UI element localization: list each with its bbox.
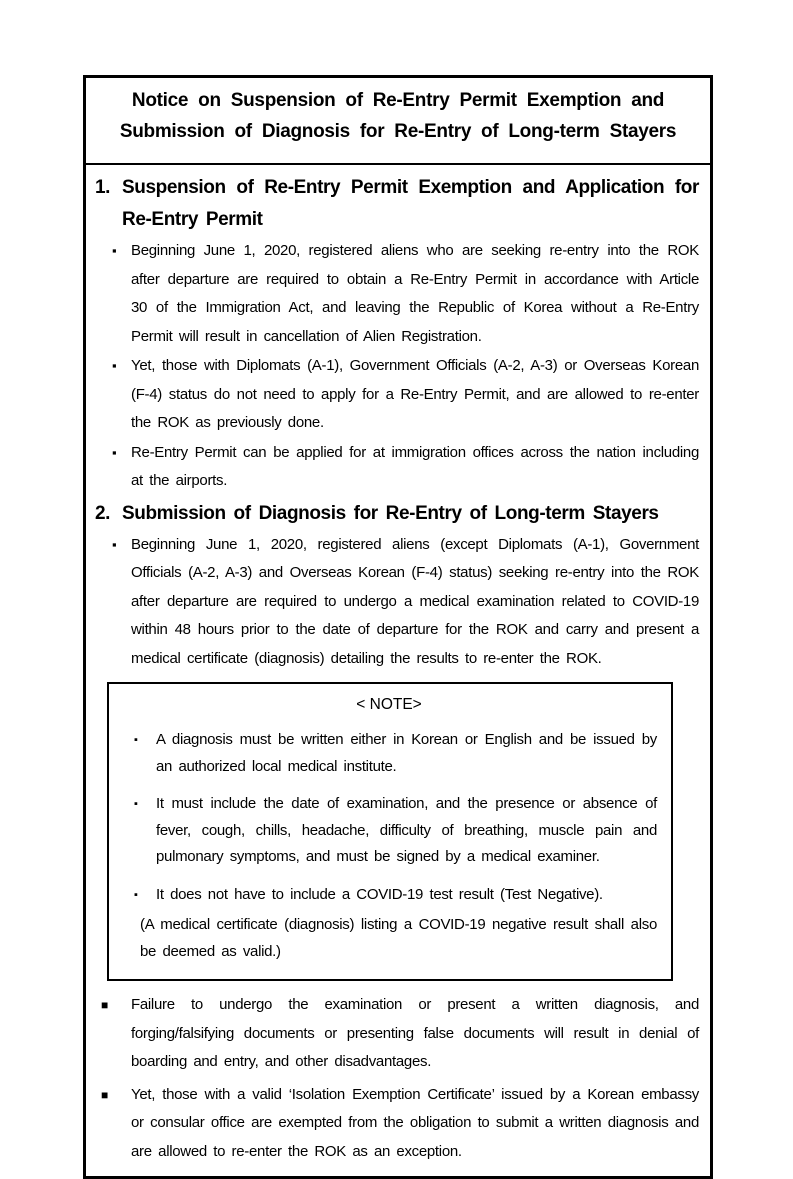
list-item: [95, 439, 699, 496]
list-item: [95, 352, 699, 438]
section-1-heading: [95, 172, 699, 236]
list-item: [95, 531, 699, 674]
square-bullet-icon: ▪: [134, 888, 138, 901]
square-bullet-icon: ■: [101, 998, 108, 1012]
section-2-number: 2.: [95, 502, 111, 524]
square-bullet-icon: ▪: [112, 444, 117, 460]
square-bullet-icon: ▪: [134, 734, 138, 746]
bullet-text: Yet, those with a valid ‘Isolation Exemption Certificate’ issued by a Korean embassy or consular office are exempted from the obligation to submit a written diagnosis and are allowed to re-enter the ROK as an exception.: [131, 1085, 699, 1160]
list-item: [95, 1081, 699, 1167]
bullet-text: Beginning June 1, 2020, registered aliens (except Diplomats (A-1), Government Officials (A-2, A-3) and Overseas Korean (F-4) status) seeking re-entry into the ROK after departure are required to undergo a medical examination related to COVID-19 within 48 hours prior to the date of departure for the ROK and carry and present a medical certificate (diagnosis) detailing the results to re-enter the ROK.: [131, 535, 699, 667]
square-bullet-icon: ▪: [112, 536, 117, 552]
square-bullet-icon: ▪: [134, 798, 138, 810]
document-title-line-1: Notice on Suspension of Re-Entry Permit Exemption and: [131, 90, 665, 111]
note-list-item: [121, 882, 657, 909]
note-parenthetical-text: (A medical certificate (diagnosis) listing a COVID-19 negative result shall also be deemed as valid.): [140, 916, 657, 960]
list-item: [95, 991, 699, 1077]
note-box: [107, 682, 673, 981]
section-2-heading-text: Submission of Diagnosis for Re-Entry of Long-term Stayers: [122, 502, 659, 524]
document-body: [86, 165, 710, 1176]
square-bullet-icon: ▪: [112, 358, 117, 373]
section-2-heading: [95, 498, 699, 530]
document-title-line-2: Submission of Diagnosis for Re-Entry of Long-term Stayers: [119, 121, 677, 142]
bullet-text: Re-Entry Permit can be applied for at immigration offices across the nation including at the airports.: [131, 443, 699, 489]
square-bullet-icon: ■: [101, 1087, 108, 1102]
section-1-heading-text: Suspension of Re-Entry Permit Exemption and Application for Re-Entry Permit: [122, 177, 699, 230]
bullet-text: Failure to undergo the examination or present a written diagnosis, and forging/falsifying documents or presenting false documents will result in denial of boarding and entry, and other disadvantages.: [131, 996, 699, 1070]
note-item-text: A diagnosis must be written either in Korean or English and be issued by an authorized local medical institute.: [156, 731, 657, 775]
square-bullet-icon: ▪: [112, 243, 117, 258]
note-item-text: It must include the date of examination, and the presence or absence of fever, cough, chills, headache, difficulty of breathing, muscle pain and pulmonary symptoms, and must be signed by a medical examiner.: [156, 795, 657, 865]
document-title-box: [86, 78, 710, 165]
section-1-number: 1.: [95, 177, 111, 198]
note-list-item: [121, 791, 657, 871]
note-item-text: It does not have to include a COVID-19 test result (Test Negative).: [156, 885, 603, 903]
bullet-text: Yet, those with Diplomats (A-1), Government Officials (A-2, A-3) or Overseas Korean (F-4) status do not need to apply for a Re-Entry Permit, and are allowed to re-enter the ROK as previously done.: [131, 357, 699, 431]
note-box-title: < NOTE>: [356, 696, 422, 713]
notice-document: [83, 75, 713, 1179]
list-item: [95, 237, 699, 351]
note-list-item: [121, 727, 657, 780]
bullet-text: Beginning June 1, 2020, registered aliens who are seeking re-entry into the ROK after departure are required to obtain a Re-Entry Permit in accordance with Article 30 of the Immigration Act, and leaving the Republic of Korea without a Re-Entry Permit will result in cancellation of Alien Registration.: [131, 242, 699, 345]
